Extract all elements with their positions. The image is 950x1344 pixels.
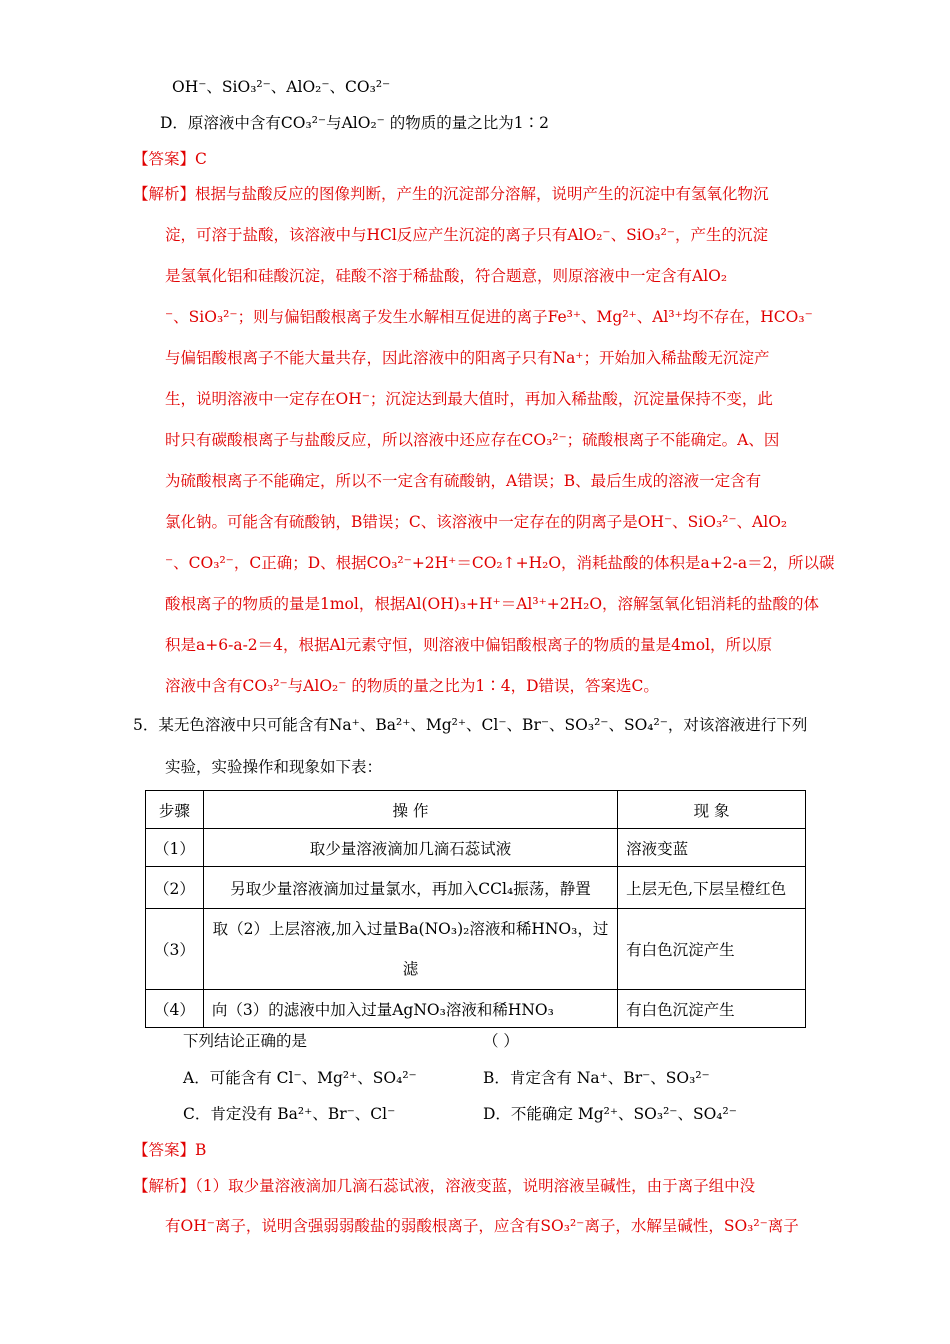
analysis-line: 是氢氧化铝和硅酸沉淀，硅酸不溶于稀盐酸，符合题意，则原溶液中一定含有AlO₂ <box>165 267 728 285</box>
cell-step: （3） <box>146 909 204 990</box>
cell-phenomenon: 有白色沉淀产生 <box>618 909 806 990</box>
analysis-row-prev <box>133 183 769 205</box>
header-step: 步骤 <box>146 791 204 829</box>
analysis-line: ⁻、SiO₃²⁻；则与偏铝酸根离子发生水解相互促进的离子Fe³⁺、Mg²⁺、Al³⁺均不存在，HCO₃⁻ <box>165 308 813 326</box>
cell-operation-line: 取（2）上层溶液,加入过量Ba(NO₃)₂溶液和稀HNO₃，过 <box>212 920 609 938</box>
cell-operation <box>203 909 617 990</box>
analysis-tag: 【解析】 <box>133 1177 196 1195</box>
cell-operation: 取少量溶液滴加几滴石蕊试液 <box>203 829 617 867</box>
question-5-stem-cont: 实验，实验操作和现象如下表： <box>165 758 383 776</box>
cell-phenomenon: 有白色沉淀产生 <box>618 990 806 1028</box>
table-row <box>146 990 806 1028</box>
option-d: D．不能确定 Mg²⁺、SO₃²⁻、SO₄²⁻ <box>483 1105 737 1123</box>
analysis-line: （1）取少量溶液滴加几滴石蕊试液，溶液变蓝，说明溶液呈碱性，由于离子组中没 <box>195 1177 756 1195</box>
header-operation: 操 作 <box>203 791 617 829</box>
table-row <box>146 867 806 909</box>
cell-operation: 向（3）的滤液中加入过量AgNO₃溶液和稀HNO₃ <box>203 990 617 1028</box>
analysis-row-q5 <box>133 1175 755 1197</box>
answer-row-prev <box>133 148 207 170</box>
question-5-stem: 5．某无色溶液中只可能含有Na⁺、Ba²⁺、Mg²⁺、Cl⁻、Br⁻、SO₃²⁻、SO₄²⁻，对该溶液进行下列 <box>133 716 808 734</box>
cell-phenomenon: 溶液变蓝 <box>618 829 806 867</box>
experiment-table <box>145 790 806 1028</box>
answer-row-q5 <box>133 1139 206 1161</box>
question-prompt: 下列结论正确的是 <box>183 1032 308 1050</box>
answer-value: B <box>195 1141 207 1159</box>
analysis-line: 酸根离子的物质的量是1mol，根据Al(OH)₃+H⁺＝Al³⁺+2H₂O，溶解氢氧化铝消耗的盐酸的体 <box>165 595 820 613</box>
option-c: C．肯定没有 Ba²⁺、Br⁻、Cl⁻ <box>183 1105 396 1123</box>
answer-tag: 【答案】 <box>133 150 196 168</box>
cell-operation-line: 滤 <box>402 960 419 978</box>
analysis-line: 溶液中含有CO₃²⁻与AlO₂⁻ 的物质的量之比为1∶4，D错误，答案选C。 <box>165 677 659 695</box>
table-row <box>146 829 806 867</box>
analysis-line: 根据与盐酸反应的图像判断，产生的沉淀部分溶解，说明产生的沉淀中有氢氧化物沉 <box>195 185 769 203</box>
cell-operation: 另取少量溶液滴加过量氯水，再加入CCl₄振荡，静置 <box>203 867 617 909</box>
header-phenomenon: 现 象 <box>618 791 806 829</box>
analysis-line: 淀，可溶于盐酸，该溶液中与HCl反应产生沉淀的离子只有AlO₂⁻、SiO₃²⁻，产生的沉淀 <box>165 226 768 244</box>
cell-step: （2） <box>146 867 204 909</box>
cell-step: （1） <box>146 829 204 867</box>
option-d: D．原溶液中含有CO₃²⁻与AlO₂⁻ 的物质的量之比为1∶2 <box>160 114 550 132</box>
analysis-line: 时只有碳酸根离子与盐酸反应，所以溶液中还应存在CO₃²⁻；硫酸根离子不能确定。A、因 <box>165 431 780 449</box>
option-a: A．可能含有 Cl⁻、Mg²⁺、SO₄²⁻ <box>183 1069 417 1087</box>
analysis-line: 有OH⁻离子，说明含强弱弱酸盐的弱酸根离子，应含有SO₃²⁻离子，水解呈碱性，SO₃²⁻离子 <box>165 1217 799 1235</box>
answer-bracket: （ ） <box>483 1032 519 1050</box>
table-header-row <box>146 791 806 829</box>
analysis-line: ⁻、CO₃²⁻，C正确；D、根据CO₃²⁻+2H⁺＝CO₂↑+H₂O，消耗盐酸的体积是a+2-a＝2，所以碳 <box>165 554 835 572</box>
table-row <box>146 909 806 990</box>
cell-phenomenon: 上层无色,下层呈橙红色 <box>618 867 806 909</box>
cell-step: （4） <box>146 990 204 1028</box>
analysis-line: 积是a+6-a-2＝4，根据Al元素守恒，则溶液中偏铝酸根离子的物质的量是4mol，所以原 <box>165 636 773 654</box>
analysis-tag: 【解析】 <box>133 185 196 203</box>
analysis-line: 生，说明溶液中一定存在OH⁻；沉淀达到最大值时，再加入稀盐酸，沉淀量保持不变，此 <box>165 390 773 408</box>
analysis-line: 氯化钠。可能含有硫酸钠，B错误；C、该溶液中一定存在的阴离子是OH⁻、SiO₃²⁻、AlO₂ <box>165 513 788 531</box>
answer-tag: 【答案】 <box>133 1141 196 1159</box>
analysis-line: 与偏铝酸根离子不能大量共存，因此溶液中的阳离子只有Na⁺；开始加入稀盐酸无沉淀产 <box>165 349 770 367</box>
analysis-line: 为硫酸根离子不能确定，所以不一定含有硫酸钠，A错误；B、最后生成的溶液一定含有 <box>165 472 762 490</box>
option-b: B．肯定含有 Na⁺、Br⁻、SO₃²⁻ <box>483 1069 710 1087</box>
option-c-continuation: OH⁻、SiO₃²⁻、AlO₂⁻、CO₃²⁻ <box>172 78 391 96</box>
answer-value: C <box>195 150 207 168</box>
